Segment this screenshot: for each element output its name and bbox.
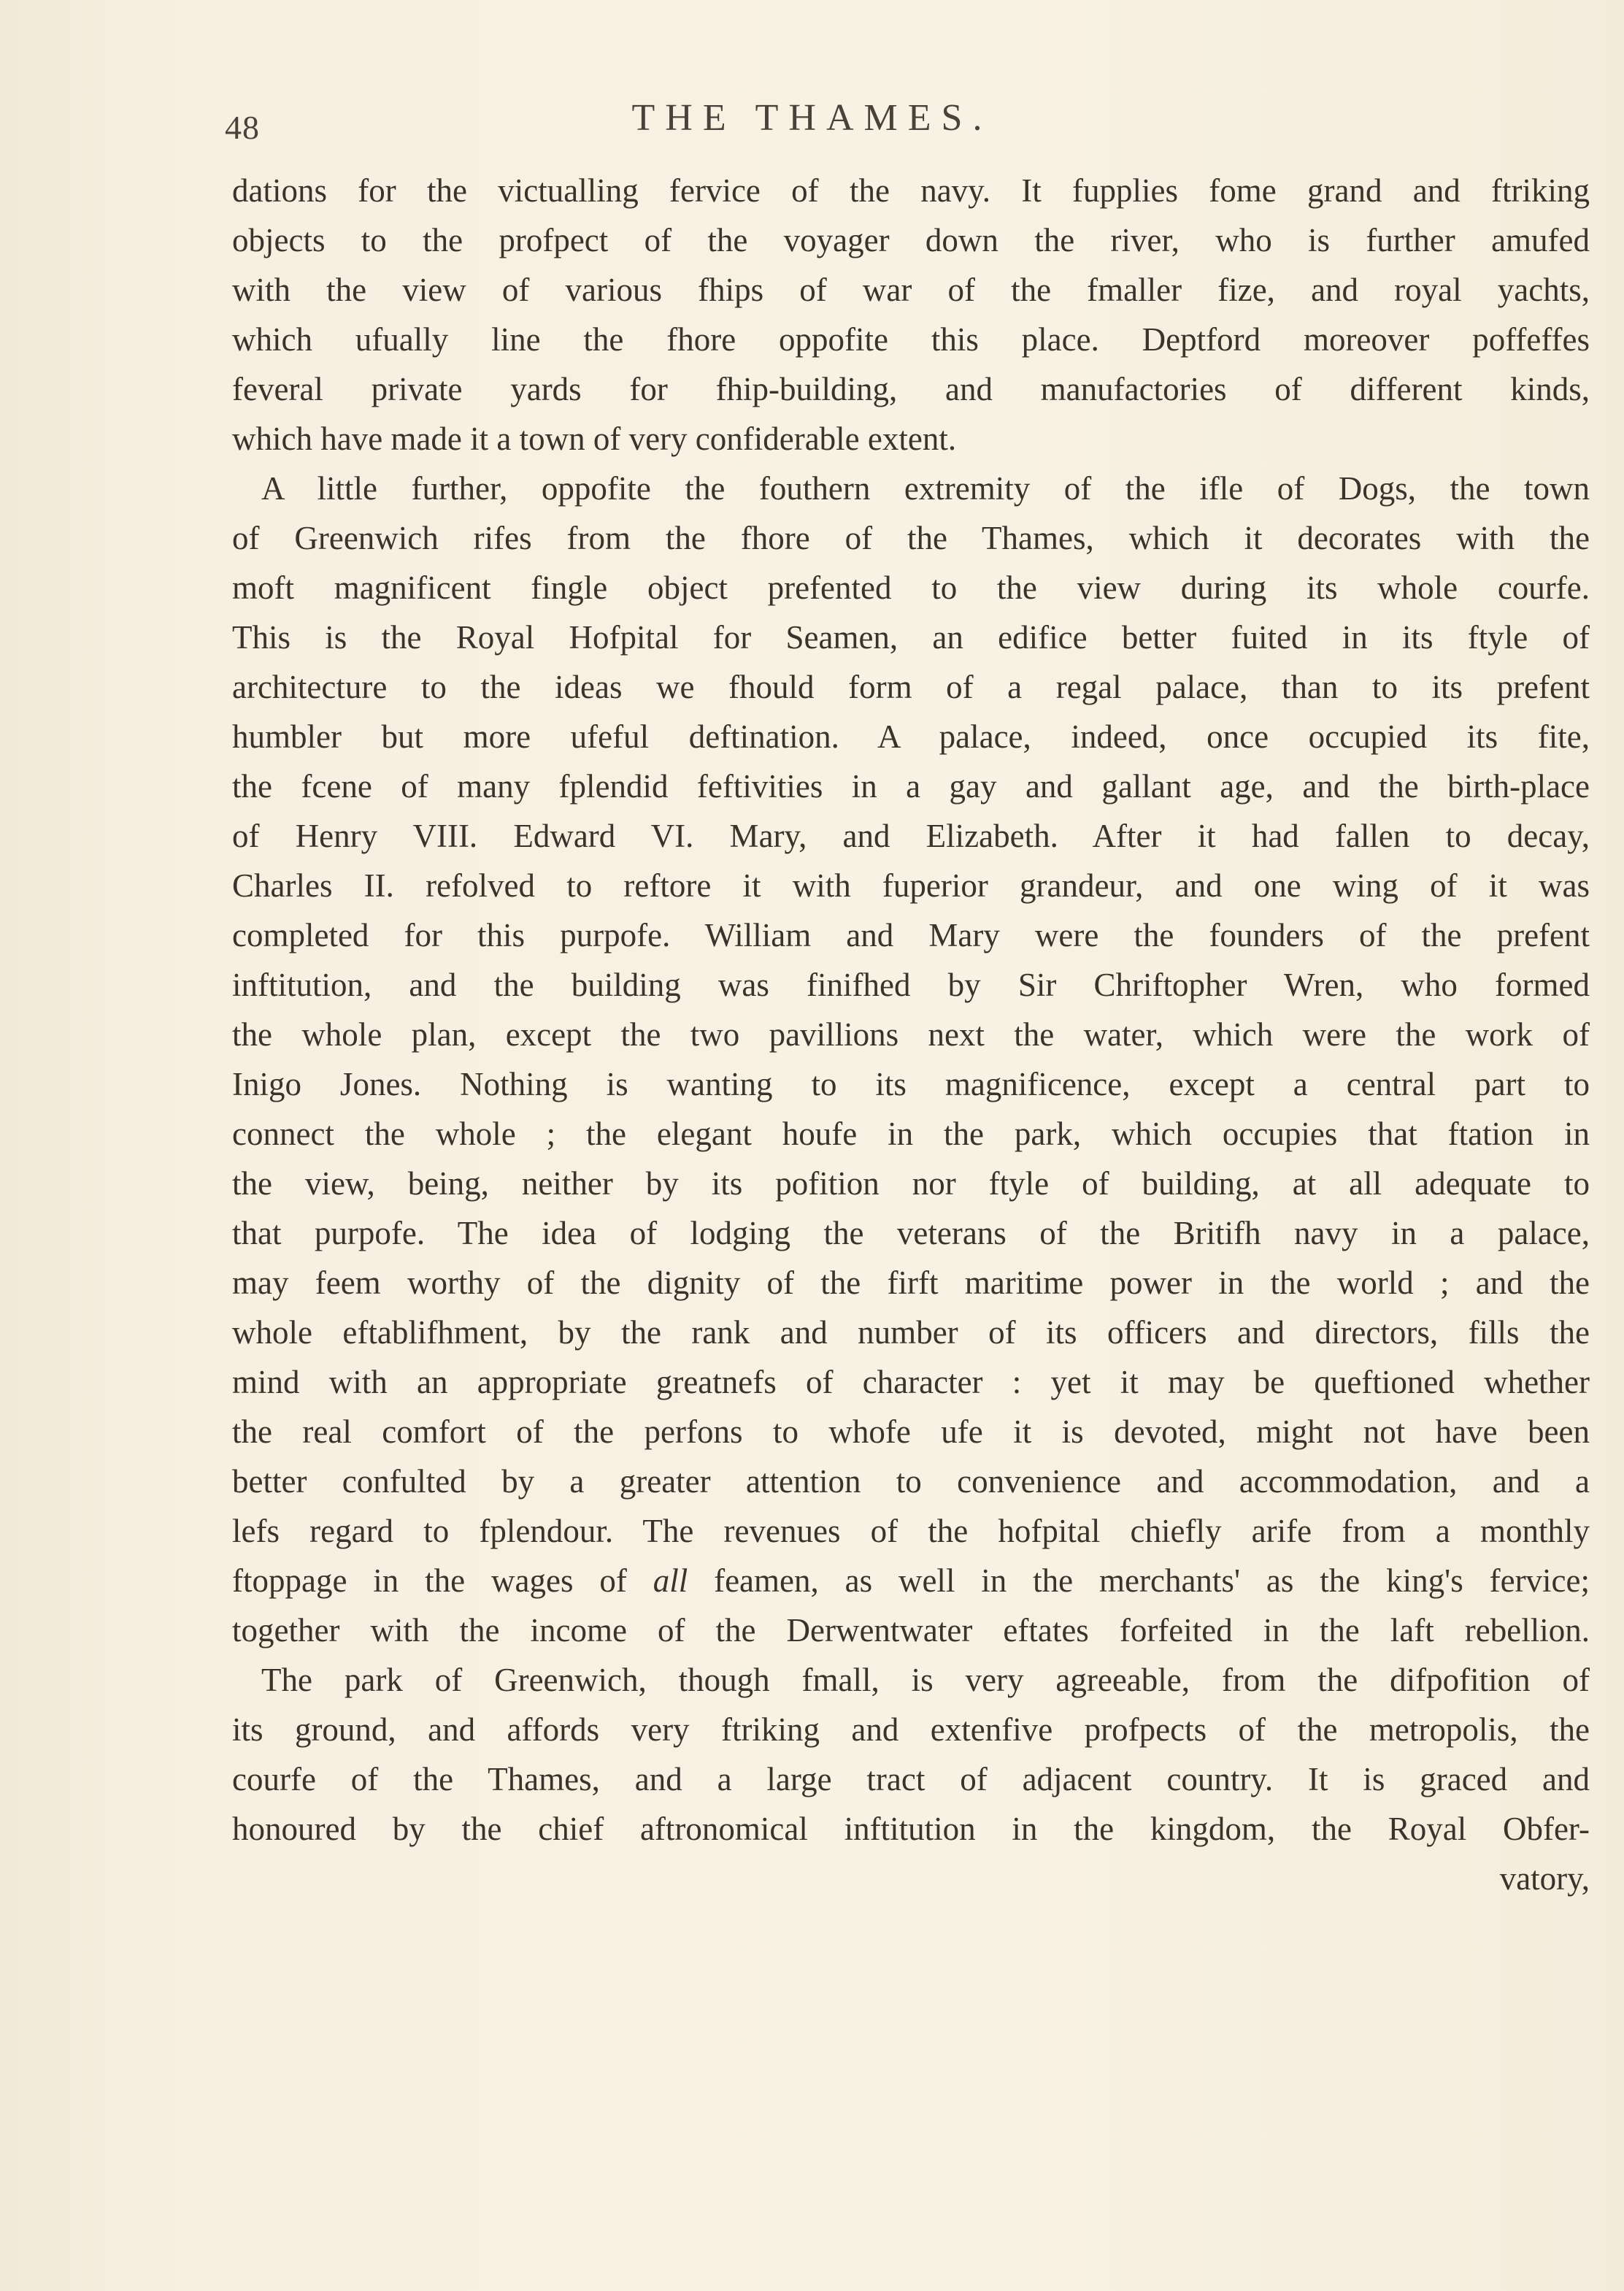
text-line: honoured by the chief aftronomical inftitution in the kingdom, the Royal Obfer-	[232, 1811, 1590, 1847]
text-line: architecture to the ideas we fhould form of a regal palace, than to its prefent	[232, 669, 1590, 705]
text-line: moft magnificent fingle object prefented to the view during its whole courfe.	[232, 569, 1590, 606]
text-line: The park of Greenwich, though fmall, is very agreeable, from the difpofition of	[261, 1662, 1590, 1698]
text-line: that purpofe. The idea of lodging the veterans of the Britifh navy in a palace,	[232, 1215, 1590, 1251]
text-line: together with the income of the Derwentwater eftates forfeited in the laft rebellion.	[232, 1612, 1590, 1649]
text-line: mind with an appropriate greatnefs of character : yet it may be queftioned whether	[232, 1364, 1590, 1400]
text-line: better confulted by a greater attention to convenience and accommodation, and a	[232, 1463, 1590, 1500]
text-line: This is the Royal Hofpital for Seamen, an edifice better fuited in its ftyle of	[232, 619, 1590, 656]
text-line: of Greenwich rifes from the fhore of the Thames, which it decorates with the	[232, 520, 1590, 556]
page-number: 48	[225, 109, 260, 146]
text-segment: feamen, as well in the merchants' as the king's fervice;	[688, 1562, 1590, 1599]
text-line: dations for the victualling fervice of the navy. It fupplies fome grand and ftriking	[232, 172, 1590, 209]
text-line: its ground, and affords very ftriking and extenfive profpects of the metropolis, the	[232, 1711, 1590, 1748]
text-line: Inigo Jones. Nothing is wanting to its magnificence, except a central part to	[232, 1066, 1590, 1102]
text-line: objects to the profpect of the voyager down the river, who is further amufed	[232, 222, 1590, 258]
text-line: A little further, oppofite the fouthern extremity of the ifle of Dogs, the town	[261, 470, 1590, 507]
text-line: with the view of various fhips of war of the fmaller fize, and royal yachts,	[232, 272, 1590, 308]
italic-word: all	[653, 1562, 688, 1599]
text-line: the real comfort of the perfons to whofe ufe it is devoted, might not have been	[232, 1413, 1590, 1450]
text-line: whole eftablifhment, by the rank and number of its officers and directors, fills the	[232, 1314, 1590, 1351]
text-line: Charles II. refolved to reftore it with fuperior grandeur, and one wing of it was	[232, 867, 1590, 904]
text-line: humbler but more ufeful deftination. A palace, indeed, once occupied its fite,	[232, 718, 1590, 755]
text-line: feveral private yards for fhip-building, and manufactories of different kinds,	[232, 371, 1590, 407]
text-line: the view, being, neither by its pofition nor ftyle of building, at all adequate to	[232, 1165, 1590, 1202]
text-line: connect the whole ; the elegant houfe in the park, which occupies that ftation in	[232, 1116, 1590, 1152]
text-line: which have made it a town of very confiderable extent.	[232, 421, 957, 457]
text-line: courfe of the Thames, and a large tract of adjacent country. It is graced and	[232, 1761, 1590, 1797]
text-line: lefs regard to fplendour. The revenues of the hofpital chiefly arife from a monthly	[232, 1513, 1590, 1549]
text-line: inftitution, and the building was finifhed by Sir Chriftopher Wren, who formed	[232, 967, 1590, 1003]
text-line	[232, 1557, 1590, 1605]
text-line: the fcene of many fplendid feftivities in a gay and gallant age, and the birth-place	[232, 768, 1590, 805]
running-head: THE THAMES.	[631, 97, 993, 139]
text-line: which ufually line the fhore oppofite this place. Deptford moreover poffeffes	[232, 321, 1590, 358]
text-line: of Henry VIII. Edward VI. Mary, and Elizabeth. After it had fallen to decay,	[232, 818, 1590, 854]
text-line: may feem worthy of the dignity of the firft maritime power in the world ; and the	[232, 1265, 1590, 1301]
text-line: the whole plan, except the two pavillions next the water, which were the work of	[232, 1016, 1590, 1053]
catchword: vatory,	[1499, 1860, 1590, 1897]
text-line: completed for this purpofe. William and Mary were the founders of the prefent	[232, 917, 1590, 953]
text-segment: ftoppage in the wages of	[232, 1562, 653, 1599]
